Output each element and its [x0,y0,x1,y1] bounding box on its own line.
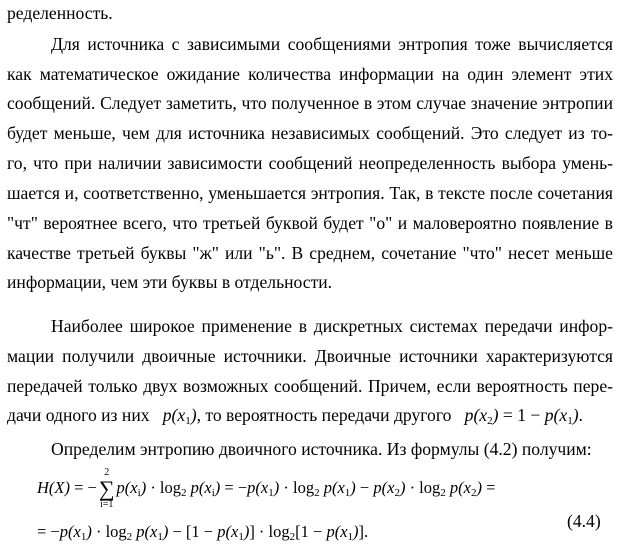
math-inline: $p(x_1)$ [153,405,197,427]
text-fragment: , то вероятность передачи другого [196,405,452,425]
text-line: будет меньше, чем для источника независимых сообщений. Это следует из то- [7,123,613,143]
text-fragment: дачи одного из них [7,405,150,425]
text-line: информации, чем эти буквы в отдельности. [7,272,333,292]
text-fragment: . [578,405,583,425]
text-line: шается и, соответственно, уменьшается энтропия. Так, в тексте после сочетания [7,183,613,203]
text-line: сообщений. Следует заметить, что полученное в этом случае значение энтропии [7,93,613,113]
text-line-with-math [7,402,613,428]
formula-line-2: = $-p(x_1) \cdot \log_2 p(x_1) - [1 - p(x_1)] \cdot \log_2[1 - p(x_1)]$. [37,522,369,543]
text-line: качестве третьей буквы "ж" или "ь". В среднем, сочетание "что" несет меньше [7,243,613,263]
text-line: ределенность. [7,3,113,23]
text-line: Определим энтропию двоичного источника. Из формулы (4.2) получим: [51,439,592,459]
formula-line-1: H(X) = −∑ 2 i=1 $p(x_i) \cdot \log_2 p(x_i) = -p(x_1) \cdot \log_2 p(x_1) - p(x_2) \cdot \log_2 p(x_2)$ = [37,467,496,510]
equation-number: (4.4) [567,511,601,531]
sum-symbol: ∑ 2 i=1 [98,467,115,510]
text-line: "чт" вероятнее всего, что третьей буквой будет "о" и маловероятно появление в [7,213,613,233]
text-line: мации получили двоичные источники. Двоичные источники характеризуются [7,346,613,366]
text-line: как математическое ожидание количества информации на один элемент этих [7,64,613,84]
text-line: Для источника с зависимыми сообщениями энтропия тоже вычисляется [51,34,613,54]
text-line: го, что при наличии зависимости сообщений неопределенность выбора умень- [7,153,613,173]
text-line: Наиболее широкое применение в дискретных системах передачи инфор- [51,316,613,336]
math-inline: $p(x_2) = 1 - p(x_1)$ [455,405,579,427]
text-line: передачей только двух возможных сообщений. Причем, если вероятность пере- [7,376,613,396]
